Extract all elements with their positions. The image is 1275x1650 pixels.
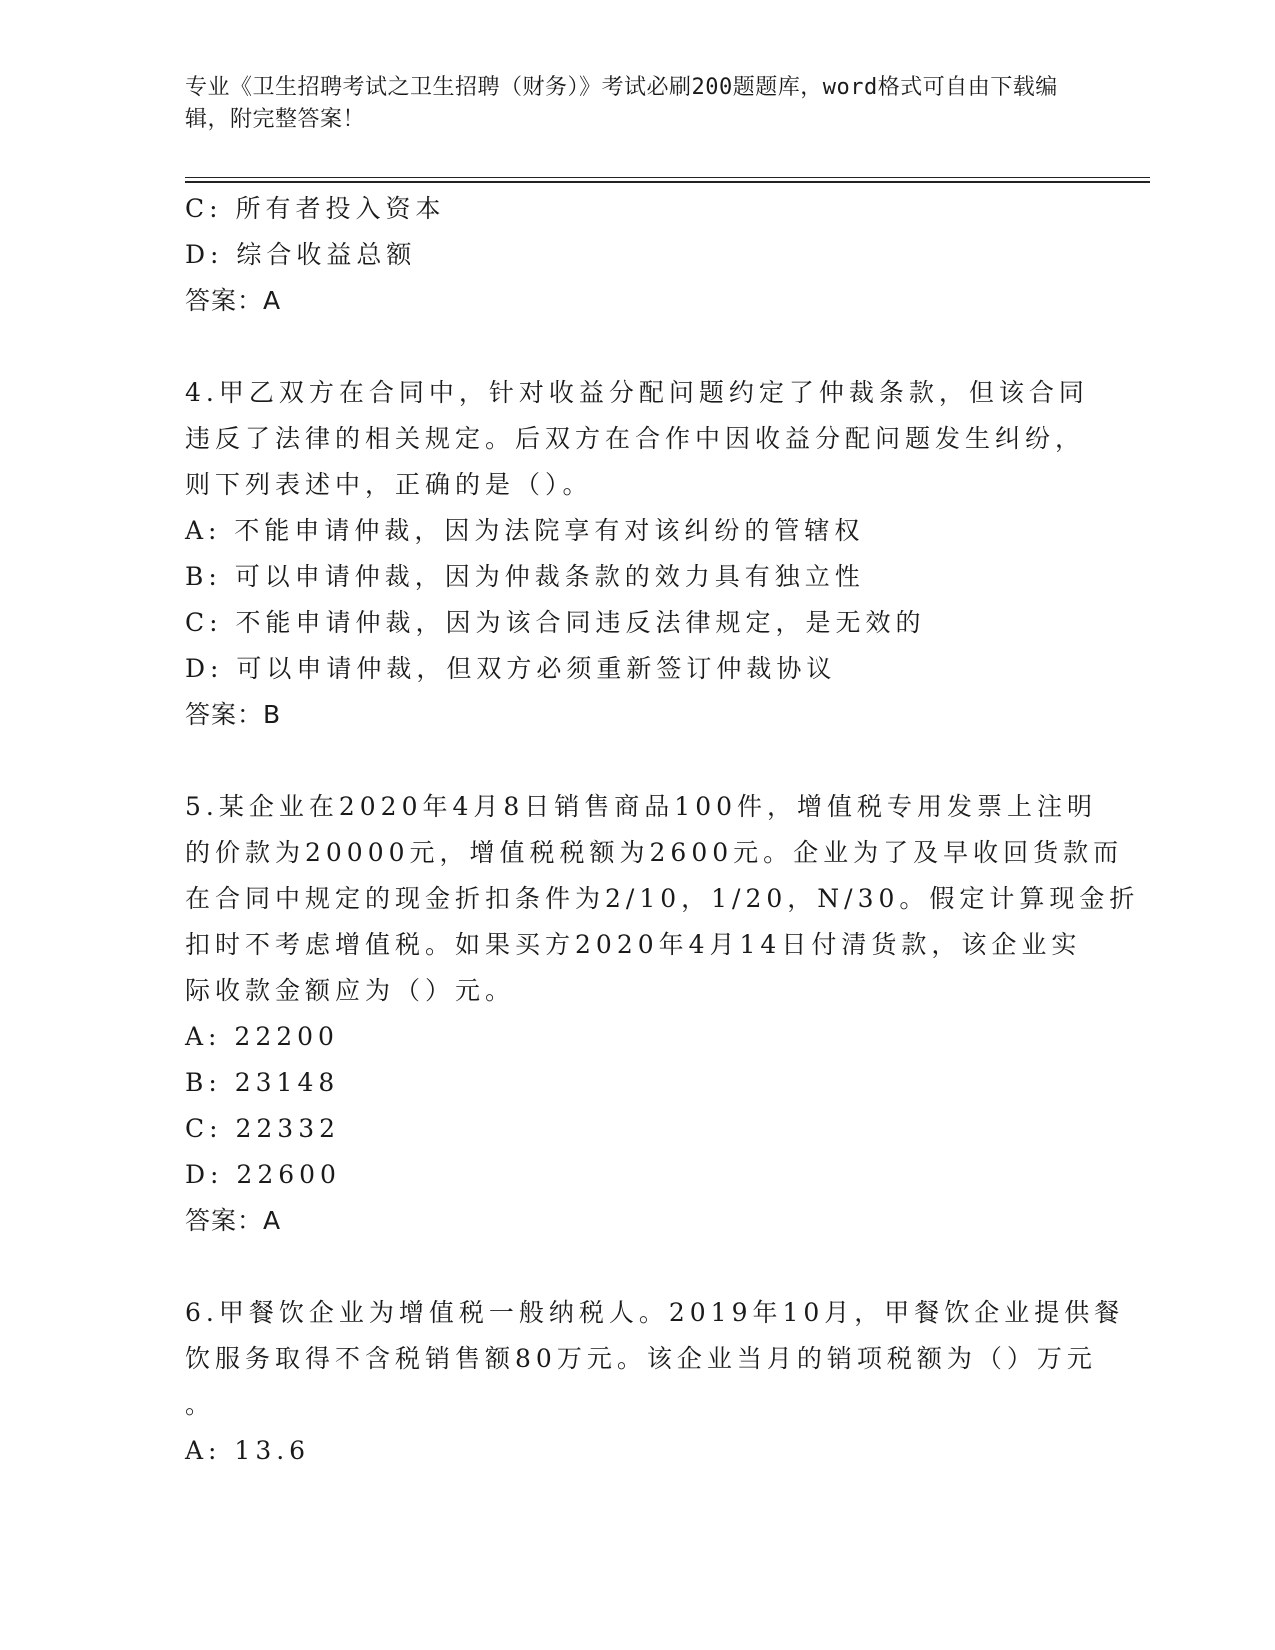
option-d: D: 综合收益总额 (185, 240, 417, 269)
question-text-line: 际收款金额应为（）元。 (185, 976, 516, 1005)
option-a: A: 13.6 (185, 1436, 311, 1465)
option-d: D: 可以申请仲裁，但双方必须重新签订仲裁协议 (185, 654, 837, 683)
question-text-line: 违反了法律的相关规定。后双方在合作中因收益分配问题发生纠纷， (185, 424, 1086, 453)
page-header: 专业《卫生招聘考试之卫生招聘（财务）》考试必刷200题题库，word格式可自由下载编辑，附完整答案！ (185, 75, 1058, 132)
option-c: C: 所有者投入资本 (185, 194, 446, 223)
question-4 (185, 370, 1089, 738)
question-text-line: 则下列表述中，正确的是（）。 (185, 470, 593, 499)
answer-line: 答案：B (185, 700, 282, 729)
option-c: C: 不能申请仲裁，因为该合同违反法律规定，是无效的 (185, 608, 926, 637)
question-text-line: 4.甲乙双方在合同中，针对收益分配问题约定了仲裁条款，但该合同 (185, 378, 1089, 407)
question-text-line: 在合同中规定的现金折扣条件为2/10，1/20，N/30。假定计算现金折 (185, 884, 1140, 913)
header-rule-thick (185, 181, 1150, 183)
answer-line: 答案：A (185, 286, 282, 315)
question-text-line: 的价款为20000元，增值税税额为2600元。企业为了及早收回货款而 (185, 838, 1124, 867)
header-rule-thin (185, 177, 1150, 178)
question-6 (185, 1290, 1125, 1474)
answer-line: 答案：A (185, 1206, 282, 1235)
question-text-line: 6.甲餐饮企业为增值税一般纳税人。2019年10月，甲餐饮企业提供餐 (185, 1298, 1125, 1327)
option-b: B: 可以申请仲裁，因为仲裁条款的效力具有独立性 (185, 562, 865, 591)
question-text-line: 5.某企业在2020年4月8日销售商品100件，增值税专用发票上注明 (185, 792, 1098, 821)
option-a: A: 22200 (185, 1022, 339, 1051)
option-a: A: 不能申请仲裁，因为法院享有对该纠纷的管辖权 (185, 516, 865, 545)
question-text-line: 。 (185, 1390, 216, 1419)
option-c: C: 22332 (185, 1114, 341, 1143)
option-b: B: 23148 (185, 1068, 340, 1097)
question-text-line: 饮服务取得不含税销售额80万元。该企业当月的销项税额为（）万元 (185, 1344, 1097, 1373)
question-text-line: 扣时不考虑增值税。如果买方2020年4月14日付清货款，该企业实 (185, 930, 1082, 959)
question-5 (185, 784, 1140, 1244)
previous-question-tail (185, 186, 1075, 324)
document-content (185, 186, 1140, 1474)
option-d: D: 22600 (185, 1160, 341, 1189)
